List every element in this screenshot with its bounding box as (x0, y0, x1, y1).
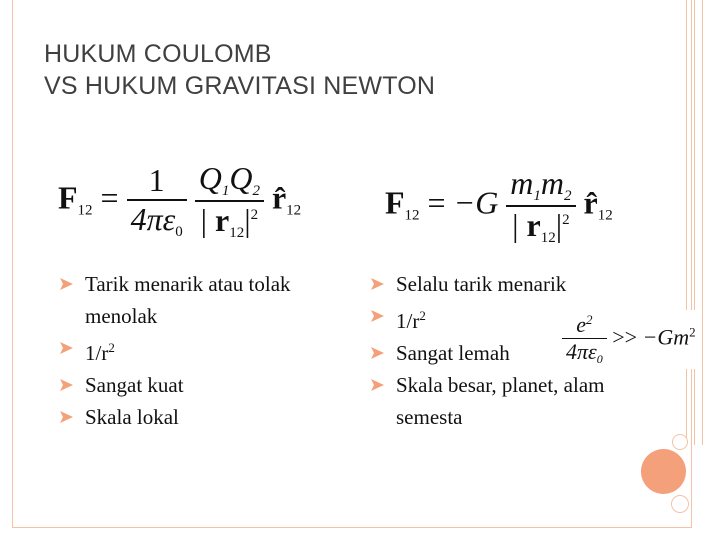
charge-q2-subscript: 2 (252, 183, 260, 199)
newton-formula (385, 165, 613, 247)
bullet-exponent: 2 (419, 308, 426, 323)
distance-exponent: 2 (250, 207, 259, 223)
bullet-text: 1/r (85, 341, 109, 365)
decorative-small-circle (671, 495, 689, 513)
decorative-small-circle (672, 434, 688, 450)
mass-m1: m (510, 165, 534, 201)
abs-bar-left: | (200, 202, 207, 238)
bullet-marker-icon (58, 378, 74, 392)
bullet-text: 1/r (396, 309, 420, 333)
force-subscript: 12 (77, 202, 93, 219)
force-symbol: F (385, 184, 405, 221)
charge-exponent: 2 (585, 312, 593, 327)
mass-m2-subscript: 2 (564, 188, 572, 204)
list-item (58, 332, 348, 369)
bullet-marker-icon (58, 410, 74, 424)
comparison-formula (558, 310, 700, 369)
four-pi-epsilon: 4πε (130, 200, 176, 237)
list-item (58, 401, 348, 433)
charge-numerator (195, 160, 264, 200)
distance-subscript: 12 (229, 225, 245, 241)
abs-bar-left: | (512, 207, 519, 243)
bullet-text: Skala lokal (85, 405, 179, 429)
constant-numerator: 1 (148, 161, 165, 198)
distance-vector: r (214, 202, 230, 238)
coulomb-term-numerator (562, 312, 607, 338)
bullet-marker-icon (58, 341, 74, 355)
constant-fraction (127, 162, 187, 241)
abs-bar-right: | (244, 202, 251, 238)
minus-g-constant: −G (453, 184, 499, 221)
distance-vector: r (526, 207, 541, 243)
mass-numerator (506, 165, 575, 205)
much-greater-than: >> (612, 324, 638, 350)
slide-title (44, 38, 644, 102)
mass-m2: m (540, 165, 565, 201)
bullet-text-continued: menolak (85, 304, 158, 328)
gravity-exponent: 2 (689, 324, 696, 340)
decorative-line (694, 0, 695, 445)
distance-exponent: 2 (562, 212, 570, 228)
coulomb-properties-list (58, 268, 348, 433)
force-symbol: F (58, 179, 78, 216)
distance-subscript: 12 (540, 230, 556, 246)
decorative-line (702, 0, 703, 445)
gravity-term: −Gm (642, 324, 690, 350)
list-item (58, 369, 348, 401)
list-item (58, 268, 348, 332)
bullet-exponent: 2 (108, 340, 115, 355)
bullet-text: Tarik menarik atau tolak (85, 272, 291, 296)
list-item (369, 369, 659, 433)
coulomb-formula (58, 160, 301, 242)
charge-fraction (195, 160, 264, 242)
unit-vector-subscript: 12 (597, 207, 613, 224)
bullet-text: Selalu tarik menarik (396, 272, 567, 296)
unit-vector: r̂ (583, 184, 598, 221)
title-line-2: VS HUKUM GRAVITASI NEWTON (44, 72, 436, 100)
bullet-marker-icon (369, 277, 385, 291)
charge-q1-subscript: 1 (221, 183, 230, 199)
unit-vector: r̂ (271, 179, 287, 216)
bullet-marker-icon (369, 346, 385, 360)
charge-q2: Q (229, 160, 253, 196)
title-line-1: HUKUM COULOMB (44, 40, 272, 68)
equals-sign: = (100, 179, 119, 216)
force-subscript: 12 (404, 207, 420, 224)
bullet-marker-icon (58, 277, 74, 291)
equals-sign: = (427, 184, 446, 221)
bullet-text: Skala besar, planet, alam (396, 373, 605, 397)
charge-q1: Q (198, 160, 222, 196)
coulomb-term-denominator (562, 338, 607, 367)
decorative-line (686, 0, 687, 445)
charge-e: e (576, 312, 586, 337)
decorative-orange-circle (641, 449, 686, 494)
distance-denominator (506, 205, 575, 247)
bullet-text: Sangat kuat (85, 373, 184, 397)
list-item (369, 268, 659, 300)
mass-m1-subscript: 1 (533, 188, 541, 204)
four-pi-epsilon: 4πε (566, 339, 597, 364)
mass-fraction (506, 165, 575, 247)
coulomb-term-fraction (562, 312, 607, 367)
bullet-text-continued: semesta (396, 405, 463, 429)
constant-denominator (127, 199, 187, 241)
unit-vector-subscript: 12 (286, 202, 302, 219)
bullet-text: Sangat lemah (396, 341, 510, 365)
epsilon-subscript: 0 (596, 352, 603, 366)
distance-denominator (195, 200, 264, 242)
bullet-marker-icon (369, 309, 385, 323)
abs-bar-right: | (555, 207, 563, 243)
bullet-marker-icon (369, 378, 385, 392)
epsilon-subscript: 0 (175, 223, 183, 240)
